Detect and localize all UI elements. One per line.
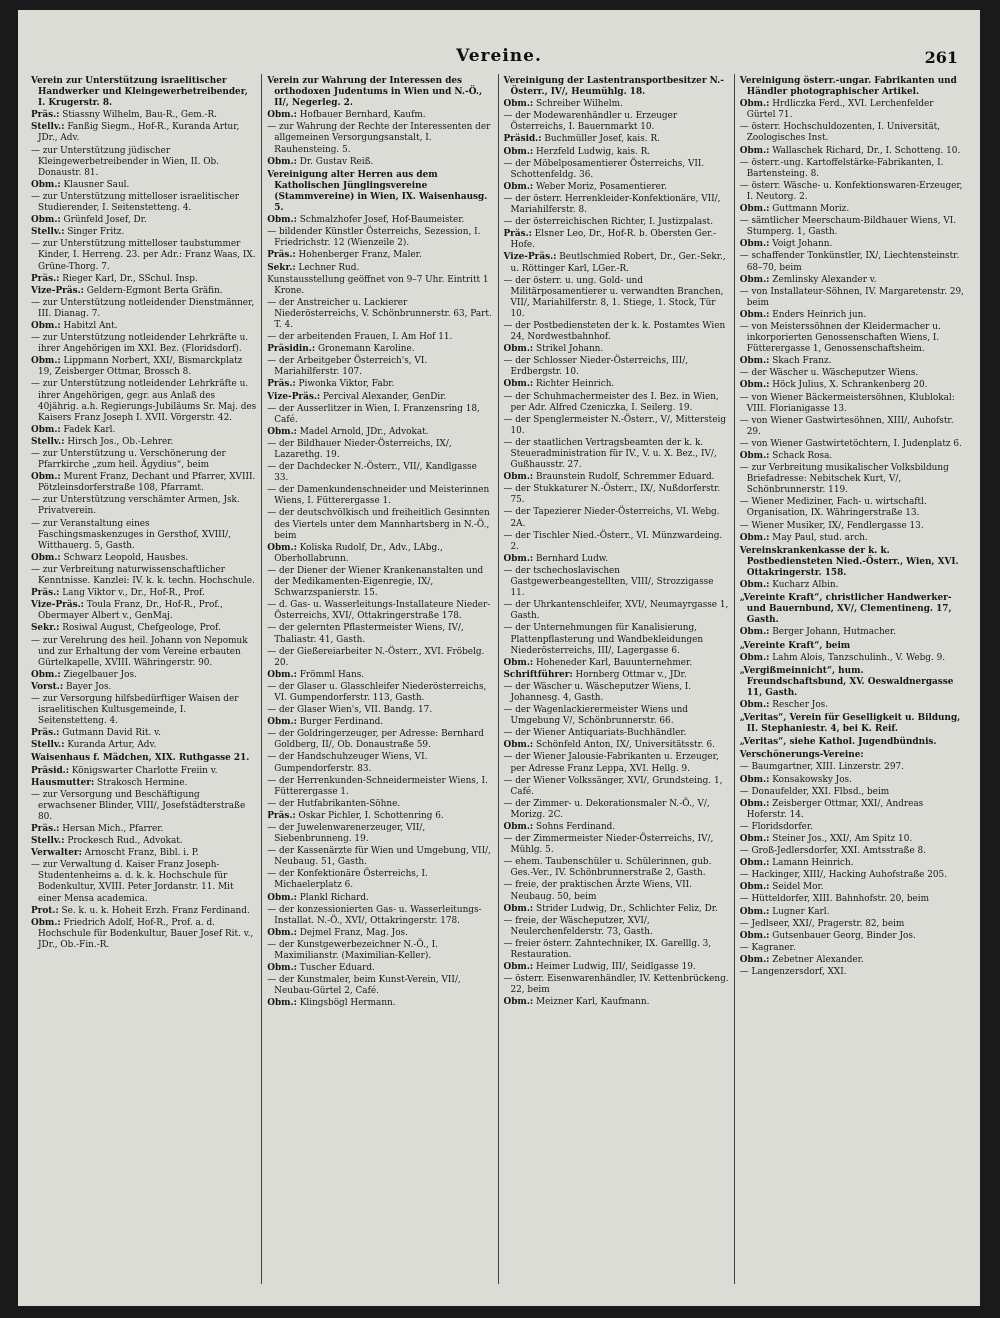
- directory-entry: Obm.: May Paul, stud. arch.: [739, 532, 868, 543]
- directory-entry: Präs.: Oskar Pichler, I. Schottenring 6.: [267, 810, 444, 821]
- directory-entry: — der arbeitenden Frauen, I. Am Hof 11.: [267, 332, 453, 343]
- directory-entry: — der Tischler Nied.-Österr., VI. Münzwardeing. 2.: [503, 530, 723, 552]
- directory-entry: — der Unternehmungen für Kanalisierung, Plattenpflasterung und Wandbekleidungen Niederösterreichs, III/, Lagergasse 6.: [503, 623, 704, 656]
- directory-entry: Obm.: Friedrich Adolf, Hof-R., Prof. a. d. Hochschule für Bodenkultur, Bauer Josef Rit. v., JDr., Ob.-Fin.-R.: [31, 917, 254, 950]
- directory-entry: — der Bildhauer Nieder-Österreichs, IX/, Lazarethg. 19.: [267, 438, 452, 460]
- directory-entry: — der Wäscher u. Wäscheputzer Wiens.: [739, 368, 919, 379]
- directory-entry: Obm.: Dr. Gustav Reiß.: [267, 156, 374, 167]
- directory-entry: „Vereinte Kraft“, beim: [739, 640, 851, 651]
- directory-columns: [26, 74, 970, 1284]
- directory-entry: — Langenzersdorf, XXI.: [739, 967, 847, 978]
- directory-entry: Obm.: Frömml Hans.: [267, 669, 365, 680]
- directory-entry: — Hackinger, XIII/, Hacking Auhofstraße 205.: [739, 870, 948, 881]
- directory-entry: Obm.: Murent Franz, Dechant und Pfarrer, XVIII. Pötzleinsdorferstraße 108, Pfarramt.: [31, 472, 256, 494]
- directory-entry: — der Kassenärzte für Wien und Umgebung, VII/, Neubaug. 51, Gasth.: [267, 846, 491, 868]
- directory-entry: — der Arbeitgeber Österreich's, VI. Mariahilferstr. 107.: [267, 356, 428, 378]
- directory-entry: Obm.: Voigt Johann.: [739, 239, 833, 250]
- directory-entry: Verein zur Unterstützung israelitischer Handwerker und Kleingewerbetreibender, I. Krugerstr. 8.: [31, 76, 248, 109]
- directory-entry: Verein zur Wahrung der Interessen des orthodoxen Judentums in Wien und N.-Ö., II/, Negerleg. 2.: [267, 76, 483, 109]
- directory-entry: — der Dachdecker N.-Österr., VII/, Kandlgasse 33.: [267, 462, 477, 484]
- directory-entry: — der Konfektionäre Österreichs, I. Michaelerplatz 6.: [267, 869, 428, 891]
- directory-entry: Obm.: Sohns Ferdinand.: [503, 822, 616, 832]
- directory-entry: — österr. Eisenwarenhändler, IV. Kettenbrückeng. 22, beim: [503, 974, 729, 996]
- directory-entry: Obm.: Zemlinsky Alexander v.: [739, 274, 877, 285]
- directory-entry: „Veritas“, siehe Kathol. Jugendbündnis.: [739, 737, 937, 748]
- directory-entry: Obm.: Hoheneder Karl, Bauunternehmer.: [503, 657, 693, 668]
- directory-entry: — freier österr. Zahntechniker, IX. Garelllg. 3, Restauration.: [503, 938, 712, 961]
- directory-entry: Stellv.: Hirsch Jos., Ob.-Lehrer.: [31, 436, 174, 447]
- directory-entry: Obm.: Lippmann Norbert, XXI/, Bismarckplatz 19, Zeisberger Ottmar, Brossch 8.: [31, 356, 243, 378]
- directory-entry: Obm.: Höck Julius, X. Schrankenberg 20.: [739, 380, 928, 391]
- directory-entry: — zur Veranstaltung eines Faschingsmaskenzuges in Gersthof, XVIII/, Witthauerg. 5, Gasth.: [31, 518, 231, 551]
- directory-entry: — zur Unterstützung notleidender Lehrkräfte u. ihrer Angehörigen im XXI. Bez. (Floridsdorf).: [31, 333, 249, 355]
- directory-entry: — d. Gas- u. Wasserleitungs-Installateure Nieder-Österreichs, XVI/, Ottakringerstraße 178.: [267, 600, 491, 622]
- directory-entry: — Groß-Jedlersdorfer, XXI. Amtsstraße 8.: [739, 846, 926, 857]
- directory-entry: Verwalter: Arnoscht Franz, Bibl. i. P.: [31, 848, 199, 859]
- directory-entry: Obm.: Konsakowsky Jos.: [739, 774, 852, 785]
- directory-entry: Vereinskrankenkasse der k. k. Postbediensteten Nied.-Österr., Wien, XVI. Ottakringerstr. 158.: [739, 545, 959, 578]
- directory-page: [18, 10, 980, 1306]
- directory-entry: Vize-Präs.: Beutlschmied Robert, Dr., Ger.-Sekr., u. Röttinger Karl, LGer.-R.: [503, 252, 726, 274]
- directory-entry: — zur Unterstützung notleidender Dienstmänner, III. Dianag. 7.: [31, 297, 255, 319]
- directory-entry: Obm.: Klausner Saul.: [31, 179, 130, 190]
- directory-entry: — Floridsdorfer.: [739, 821, 813, 832]
- directory-entry: — der Wiener Antiquariats-Buchhändler.: [503, 728, 687, 739]
- directory-entry: — zur Unterstützung notleidender Lehrkräfte u. ihrer Angehörigen, gegr. aus Anlaß des 40jährig. a.h. Regierungs-Jubiläums Sr. Maj. des Kaisers Franz Joseph I. XVII. Vörgerstr. 42.: [31, 379, 257, 423]
- directory-entry: — der Diener der Wiener Krankenanstalten und der Medikamenten-Eigenregie, IX/, Schwarzspanierstr. 15.: [267, 565, 484, 599]
- directory-entry: Schriftführer: Hornberg Ottmar v., JDr.: [503, 669, 687, 680]
- directory-entry: — der Ausserlitzer in Wien, I. Franzensring 18, Café.: [267, 403, 480, 425]
- directory-entry: — Wiener Musiker, IX/, Fendlergasse 13.: [739, 520, 924, 531]
- directory-entry: Obm.: Hrdliczka Ferd., XVI. Lerchenfelder Gürtel 71.: [739, 99, 934, 121]
- directory-entry: Vereinigung alter Herren aus dem Katholischen Jünglingsvereine (Stammvereine) in Wien, IX. Waisenhausg. 5.: [267, 169, 488, 214]
- directory-entry: Obm.: Madel Arnold, JDr., Advokat.: [267, 426, 429, 437]
- directory-entry: — der Glaser Wien's, VII. Bandg. 17.: [267, 705, 433, 716]
- directory-entry: — der gelernten Pflastermeister Wiens, IV/, Thaliastr. 41, Gasth.: [267, 623, 464, 645]
- directory-entry: — der konzessionierten Gas- u. Wasserleitungs-Installat. N.-Ö., XVI/, Ottakringerstr. 178.: [267, 904, 482, 926]
- directory-entry: Präs.: Hersan Mich., Pfarrer.: [31, 824, 164, 834]
- directory-entry: Obm.: Zebetner Alexander.: [739, 954, 864, 965]
- directory-entry: — der Stukkaturer N.-Österr., IX/, Nußdorferstr. 75.: [503, 484, 721, 506]
- column-2: [262, 74, 498, 1284]
- directory-entry: Obm.: Bernhard Ludw.: [503, 553, 609, 564]
- directory-entry: Sekr.: Lechner Rud.: [267, 262, 360, 273]
- directory-entry: Obm.: Steiner Jos., XXI/, Am Spitz 10.: [739, 834, 913, 844]
- directory-entry: Obm.: Seidel Mor.: [739, 882, 824, 893]
- directory-entry: Vize-Präs.: Percival Alexander, GenDir.: [267, 391, 447, 402]
- directory-entry: — der Wiener Jalousie-Fabrikanten u. Erzeuger, per Adresse Franz Leppa, XVI. Hellg. 9.: [503, 752, 719, 774]
- directory-entry: — Wiener Mediziner, Fach- u. wirtschaftl. Organisation, IX. Währingerstraße 13.: [739, 497, 927, 519]
- directory-entry: — freie, der praktischen Ärzte Wiens, VII. Neubaug. 50, beim: [503, 880, 692, 902]
- directory-entry: — bildender Künstler Österreichs, Sezession, I. Friedrichstr. 12 (Wienzeile 2).: [267, 227, 481, 249]
- directory-entry: — Hütteldorfer, XIII. Bahnhofstr. 20, beim: [739, 894, 930, 905]
- directory-entry: Obm.: Guttmann Moriz.: [739, 204, 850, 215]
- directory-entry: Kunstausstellung geöffnet von 9–7 Uhr. Eintritt 1 Krone.: [267, 274, 489, 296]
- directory-entry: — der Schuhmachermeister des I. Bez. in Wien, per Adr. Alfred Czeniczka, I. Seilerg. 19.: [503, 391, 719, 413]
- directory-entry: — zur Unterstützung jüdischer Kleingewerbetreibender in Wien, II. Ob. Donaustr. 81.: [31, 145, 220, 178]
- directory-entry: Vize-Präs.: Toula Franz, Dr., Hof-R., Prof., Obermayer Albert v., GenMaj.: [31, 600, 223, 622]
- directory-entry: — der staatlichen Vertragsbeamten der k. k. Steueradministration für IV., V. u. X. Bez., IV/, Gußhausstr. 27.: [503, 437, 717, 471]
- directory-entry: Obm.: Skach Franz.: [739, 356, 832, 367]
- directory-entry: — der Anstreicher u. Lackierer Niederösterreichs, V. Schönbrunnerstr. 63, Part. T. 4.: [267, 297, 492, 330]
- directory-entry: — Donaufelder, XXI. Flbsd., beim: [739, 786, 890, 797]
- running-head: [18, 44, 980, 74]
- directory-entry: — der Hutfabrikanten-Söhne.: [267, 798, 401, 809]
- directory-entry: — der Gießereiarbeiter N.-Österr., XVI. Fröbelg. 20.: [267, 646, 485, 668]
- directory-entry: — der Postbediensteten der k. k. Postamtes Wien 24, Nordwestbahnhof.: [503, 320, 726, 343]
- directory-entry: Obm.: Schack Rosa.: [739, 451, 833, 461]
- directory-entry: Präs.: Elsner Leo, Dr., Hof-R. b. Obersten Ger.-Hofe.: [503, 229, 717, 251]
- directory-entry: Obm.: Heimer Ludwig, III/, Seidlgasse 19.: [503, 962, 696, 973]
- directory-entry: — von Wiener Bäckermeistersöhnen, Klublokal: VIII. Florianigasse 13.: [739, 392, 955, 414]
- directory-entry: — der Wäscher u. Wäscheputzer Wiens, I. Johannesg. 4, Gasth.: [503, 681, 692, 703]
- directory-entry: Vorst.: Bayer Jos.: [31, 681, 112, 692]
- directory-entry: — österr. Hochschuldozenten, I. Universität, Zoologisches Inst.: [739, 122, 941, 144]
- directory-entry: — der Modewarenhändler u. Erzeuger Österreichs, I. Bauernmarkt 10.: [503, 111, 678, 133]
- directory-entry: — der Herrenkunden-Schneidermeister Wiens, I. Fütterergasse 1.: [267, 775, 488, 797]
- directory-entry: Obm.: Ziegelbauer Jos.: [31, 669, 137, 680]
- directory-entry: Präsidin.: Gronemann Karoline.: [267, 344, 415, 355]
- directory-entry: Obm.: Strider Ludwig, Dr., Schlichter Feliz, Dr.: [503, 903, 718, 914]
- directory-entry: — der Kunstmaler, beim Kunst-Verein, VII/, Neubau-Gürtel 2, Café.: [267, 975, 461, 997]
- directory-entry: Obm.: Berger Johann, Hutmacher.: [739, 627, 897, 638]
- directory-entry: — der österr. Herrenkleider-Konfektionäre, VII/, Mariahilferstr. 8.: [503, 193, 721, 216]
- directory-entry: — zur Verehrung des heil. Johann von Nepomuk und zur Erhaltung der vom Vereine erbauten Gürtelkapelle, XVIII. Währingerstr. 90.: [31, 635, 248, 668]
- directory-entry: Verschönerungs-Vereine:: [739, 750, 864, 761]
- directory-entry: — zur Versorgung hilfsbedürftiger Waisen der israelitischen Kultusgemeinde, I. Seitenstetteng. 4.: [31, 693, 239, 727]
- column-1: [26, 74, 262, 1284]
- directory-entry: — der Zimmer- u. Dekorationsmaler N.-Ö., V/, Morizg. 2C.: [503, 798, 710, 820]
- directory-entry: — österr. Wäsche- u. Konfektionswaren-Erzeuger, I. Neutorg. 2.: [739, 180, 963, 202]
- directory-entry: — der Glaser u. Glasschleifer Niederösterreichs, VI. Gumpendorferstr. 113, Gasth.: [267, 681, 487, 703]
- directory-entry: — ehem. Taubenschüler u. Schülerinnen, gub. Ges.-Ver., IV. Schönbrunnerstraße 2, Gasth.: [503, 857, 712, 879]
- directory-entry: Obm.: Fadek Karl.: [31, 424, 116, 435]
- directory-entry: — der österr. u. ung. Gold- und Militärposamentierer u. verwandten Branchen, VII/, Mariahilferstr. 8, 1. Stiege, 1. Stock, Tür 10.: [503, 275, 724, 319]
- directory-entry: Obm.: Lugner Karl.: [739, 906, 830, 917]
- directory-entry: Präs.: Stiassny Wilhelm, Bau-R., Gem.-R.: [31, 110, 217, 121]
- directory-entry: Obm.: Dejmel Franz, Mag. Jos.: [267, 927, 408, 938]
- directory-entry: Obm.: Grünfeld Josef, Dr.: [31, 215, 147, 226]
- directory-entry: — der Goldringerzeuger, per Adresse: Bernhard Goldberg, II/, Ob. Donaustraße 59.: [267, 729, 484, 751]
- directory-entry: — zur Unterstützung u. Verschönerung der Pfarrkirche „zum heil. Ägydius“, beim: [31, 449, 226, 471]
- column-4: [735, 74, 970, 1284]
- directory-entry: — zur Versorgung und Beschäftigung erwachsener Blinder, VIII/, Josefstädterstraße 80.: [31, 789, 246, 822]
- directory-entry: — zur Verbreitung naturwissenschaftlicher Kenntnisse. Kanzlei: IV. k. k. techn. Hochschule.: [31, 564, 255, 587]
- directory-entry: — zur Unterstützung mittelloser israelitischer Studierender, I. Seitenstetteng. 4.: [31, 191, 239, 214]
- directory-entry: Obm.: Tuscher Eduard.: [267, 963, 375, 974]
- directory-entry: Obm.: Kucharz Albin.: [739, 580, 839, 591]
- directory-entry: — der Zimmermeister Nieder-Österreichs, IV/, Mühlg. 5.: [503, 834, 714, 856]
- directory-entry: Hausmutter: Strakosch Hermine.: [31, 777, 188, 788]
- page-number: 261: [924, 48, 958, 67]
- directory-entry: Präs.: Rieger Karl, Dr., SSchul. Insp.: [31, 273, 198, 284]
- directory-entry: — zur Unterstützung verschämter Armen, Jsk. Privatverein.: [31, 495, 240, 517]
- directory-entry: Obm.: Zeisberger Ottmar, XXI/, Andreas Hoferstr. 14.: [739, 798, 924, 820]
- directory-entry: Obm.: Schönfeld Anton, IX/, Universitätsstr. 6.: [503, 740, 715, 751]
- directory-entry: — zur Unterstützung mittelloser taubstummer Kinder, I. Herreng. 23. per Adr.: Franz Waas, IX. Grüne-Thorg. 7.: [31, 239, 256, 272]
- directory-entry: Obm.: Strikel Johann.: [503, 344, 604, 355]
- directory-entry: — der Möbelposamentierer Österreichs, VII. Schottenfeldg. 36.: [503, 158, 705, 180]
- directory-entry: Obm.: Burger Ferdinand.: [267, 717, 384, 728]
- directory-entry: „Vereinte Kraft“, christlicher Handwerker- und Bauernbund, XV/, Clementineng. 17, Gasth.: [739, 593, 952, 626]
- directory-entry: — von Wiener Gastwirtesöhnen, XIII/, Auhofstr. 29.: [739, 415, 954, 437]
- directory-entry: — der deutschvölkisch und freiheitlich Gesinnten des Viertels unter dem Mannhartsberg in N.-Ö., beim: [267, 508, 490, 541]
- directory-entry: Prot.: Se. k. u. k. Hoheit Erzh. Franz Ferdinand.: [31, 905, 250, 916]
- directory-entry: Obm.: Enders Heinrich jun.: [739, 309, 867, 320]
- directory-entry: — von Meisterssöhnen der Kleidermacher u. inkorporierten Genossenschaften Wiens, I. Fütterergasse 1, Genossenschaftsheim.: [739, 321, 941, 355]
- directory-entry: — der österreichischen Richter, I. Justizpalast.: [503, 217, 714, 228]
- directory-entry: Stellv.: Singer Fritz.: [31, 227, 125, 238]
- directory-entry: Präs.: Hohenberger Franz, Maler.: [267, 250, 422, 261]
- directory-entry: — von Wiener Gastwirtetöchtern, I. Judenplatz 6.: [739, 438, 962, 449]
- directory-entry: Obm.: Weber Moriz, Posamentierer.: [503, 181, 667, 192]
- directory-entry: Obm.: Herzfeld Ludwig, kais. R.: [503, 146, 651, 157]
- directory-entry: Vereinigung österr.-ungar. Fabrikanten und Händler photographischer Artikel.: [739, 76, 957, 98]
- directory-entry: — freie, der Wäscheputzer, XVI/, Neulerchenfelderstr. 73, Gasth.: [503, 915, 653, 937]
- directory-entry: Obm.: Schmalzhofer Josef, Hof-Baumeister.: [267, 215, 465, 226]
- directory-entry: — der Tapezierer Nieder-Österreichs, VI. Webg. 2A.: [503, 507, 720, 529]
- directory-entry: Stellv.: Kuranda Artur, Adv.: [31, 740, 157, 751]
- directory-entry: Obm.: Lahm Alois, Tanzschulinh., V. Webg. 9.: [739, 652, 946, 663]
- directory-entry: „Vergißmeinnicht“, hum. Freundschaftsbund, XV. Oeswaldnergasse 11, Gasth.: [739, 665, 954, 698]
- directory-entry: Obm.: Hofbauer Bernhard, Kaufm.: [267, 110, 426, 121]
- directory-entry: Obm.: Rescher Jos.: [739, 699, 829, 710]
- directory-entry: — der Handschuhzeuger Wiens, VI. Gumpendorferstr. 83.: [267, 752, 428, 774]
- directory-entry: Obm.: Schreiber Wilhelm.: [503, 99, 623, 110]
- directory-entry: Präs.: Lang Viktor v., Dr., Hof-R., Prof.: [31, 588, 205, 599]
- directory-entry: Obm.: Braunstein Rudolf, Schremmer Eduard.: [503, 472, 715, 483]
- directory-entry: — österr.-ung. Kartoffelstärke-Fabrikanten, I. Bartensteing. 8.: [739, 157, 944, 179]
- directory-entry: Obm.: Habitzl Ant.: [31, 320, 118, 331]
- directory-entry: — der Uhrkantenschleifer, XVI/, Neumayrgasse 1, Gasth.: [503, 600, 729, 622]
- directory-entry: — der Wiener Volkssänger, XVI/, Grundsteing. 1, Café.: [503, 775, 723, 797]
- directory-entry: Präs.: Gutmann David Rit. v.: [31, 728, 161, 739]
- directory-entry: Präsid.: Buchmüller Josef, kais. R.: [503, 134, 660, 145]
- directory-entry: Obm.: Wallaschek Richard, Dr., I. Schotteng. 10.: [739, 145, 961, 156]
- directory-entry: — Kagraner.: [739, 942, 796, 953]
- directory-entry: — Baumgartner, XIII. Linzerstr. 297.: [739, 762, 904, 773]
- directory-entry: Obm.: Klingsbögl Hermann.: [267, 998, 396, 1009]
- directory-entry: — von Installateur-Söhnen, IV. Margaretenstr. 29, beim: [739, 286, 964, 308]
- directory-entry: „Veritas“, Verein für Geselligkeit u. Bildung, II. Stephaniestr. 4, bei K. Reif.: [739, 713, 961, 735]
- directory-entry: — der Kunstgewerbezeichner N.-Ö., I. Maximilianstr. (Maximilian-Keller).: [267, 939, 438, 962]
- directory-entry: Obm.: Lamann Heinrich.: [739, 858, 854, 869]
- directory-entry: Obm.: Gutsenbauer Georg, Binder Jos.: [739, 930, 916, 941]
- directory-entry: Stellv.: Fanßig Siegm., Hof-R., Kuranda Artur, JDr., Adv.: [31, 122, 240, 144]
- directory-entry: — zur Wahrung der Rechte der Interessenten der allgemeinen Versorgungsanstalt, I. Rauhensteing. 5.: [267, 122, 491, 155]
- directory-entry: Vereinigung der Lastentransportbesitzer N.-Österr., IV/, Heumühlg. 18.: [503, 76, 724, 98]
- directory-entry: Vize-Präs.: Geldern-Egmont Berta Gräfin.: [31, 285, 223, 296]
- directory-entry: — der Wagenlackierermeister Wiens und Umgebung V/, Schönbrunnerstr. 66.: [503, 705, 688, 727]
- directory-entry: Obm.: Plankl Richard.: [267, 892, 369, 903]
- directory-entry: Sekr.: Rosiwal August, Chefgeologe, Prof.: [31, 623, 221, 634]
- directory-entry: Obm.: Meizner Karl, Kaufmann.: [503, 997, 650, 1008]
- directory-entry: Präsid.: Königswarter Charlotte Freiin v.: [31, 765, 218, 776]
- column-3: [499, 74, 735, 1284]
- directory-entry: — zur Verwaltung d. Kaiser Franz Joseph-Studentenheims a. d. k. k. Hochschule für Bodenkultur, XVIII. Peter Jordanstr. 11. Mit einer Mensa academica.: [31, 860, 234, 904]
- directory-entry: Obm.: Schwarz Leopold, Hausbes.: [31, 552, 189, 563]
- directory-entry: Obm.: Koliska Rudolf, Dr., Adv., LAbg., Oberhollabrunn.: [267, 542, 443, 564]
- directory-entry: — schaffender Tonkünstler, IX/, Liechtensteinstr. 68–70, beim: [739, 251, 960, 273]
- directory-entry: — sämtlicher Meerschaum-Bildhauer Wiens, VI. Stumperg. 1, Gasth.: [739, 216, 957, 238]
- directory-entry: Waisenhaus f. Mädchen, XIX. Ruthgasse 21.: [31, 753, 250, 764]
- directory-entry: Präs.: Piwonka Viktor, Fabr.: [267, 379, 395, 390]
- directory-entry: Obm.: Richter Heinrich.: [503, 379, 615, 390]
- directory-entry: — der Spenglermeister N.-Österr., V/, Mittersteig 10.: [503, 414, 727, 436]
- page-title: Vereine.: [456, 46, 542, 66]
- directory-entry: — Jedlseer, XXI/, Pragerstr. 82, beim: [739, 918, 905, 929]
- directory-entry: — der Juwelenwarenerzeuger, VII/, Siebenbrunneng. 19.: [267, 823, 426, 845]
- directory-entry: Stellv.: Prockesch Rud., Advokat.: [31, 836, 183, 847]
- directory-entry: — der Schlosser Nieder-Österreichs, III/, Erdbergstr. 10.: [503, 356, 689, 378]
- directory-entry: — der Damenkundenschneider und Meisterinnen Wiens, I. Fütterergasse 1.: [267, 485, 490, 507]
- directory-entry: — zur Verbreitung musikalischer Volksbildung Briefadresse: Nebitschek Kurt, V/, Schönbrunnerstr. 119.: [739, 463, 949, 496]
- directory-entry: — der tschechoslavischen Gastgewerbeangestellten, VIII/, Strozzigasse 11.: [503, 565, 714, 599]
